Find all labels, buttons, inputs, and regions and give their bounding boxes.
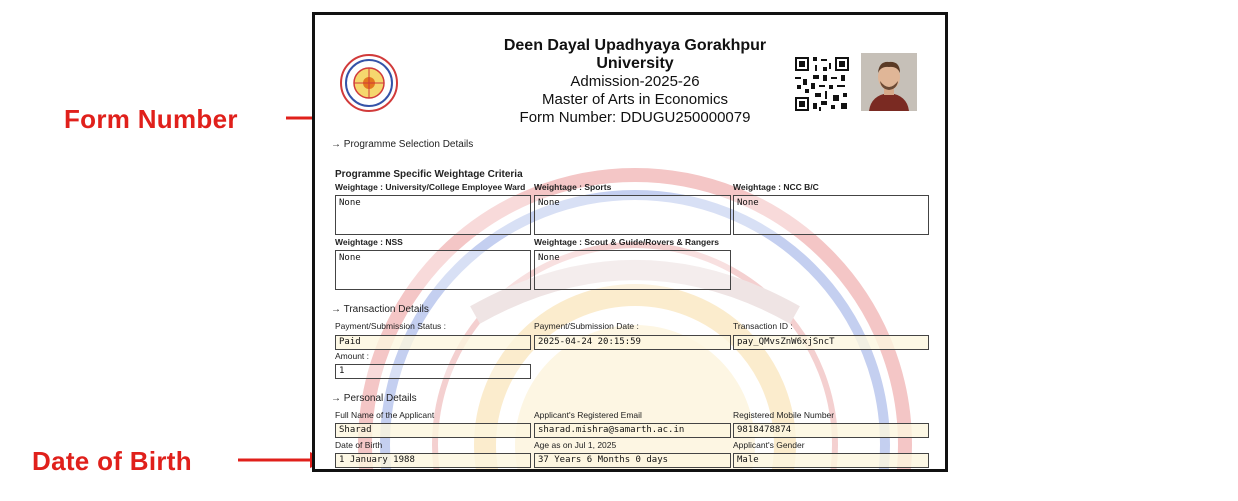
weightage-criteria-title: Programme Specific Weightage Criteria [335,169,523,180]
age-label: Age as on Jul 1, 2025 [534,440,617,450]
form-number-callout: Form Number [64,104,238,134]
weightage-employee-ward-label: Weightage : University/College Employee Ward [335,182,526,192]
applicant-photo [861,53,917,111]
admission-form-document [312,12,948,472]
applicant-name-label: Full Name of the Applicant [335,410,435,420]
qr-code-icon [793,55,851,113]
payment-date-label: Payment/Submission Date : [534,321,639,331]
applicant-name-value: Sharad [335,423,531,438]
transaction-id-label: Transaction ID : [733,321,793,331]
date-of-birth-value: 1 January 1988 [335,453,531,468]
transaction-id-value: pay_QMvsZnW6xjSncT [733,335,929,350]
programme-name: Master of Arts in Economics [542,91,728,108]
form-number: Form Number: DDUGU250000079 [519,109,751,126]
weightage-scout-guide-value: None [534,250,731,290]
age-value: 37 Years 6 Months 0 days [534,453,731,468]
payment-date-value: 2025-04-24 20:15:59 [534,335,731,350]
date-of-birth-callout: Date of Birth [32,446,192,476]
weightage-scout-guide-label: Weightage : Scout & Guide/Rovers & Rangers [534,237,719,247]
weightage-ncc-label: Weightage : NCC B/C [733,182,819,192]
gender-label: Applicant's Gender [733,440,805,450]
weightage-ncc-value: None [733,195,929,235]
applicant-mobile-value: 9818478874 [733,423,929,438]
weightage-nss-label: Weightage : NSS [335,237,403,247]
amount-label: Amount : [335,351,370,361]
applicant-email-label: Applicant's Registered Email [534,410,642,420]
date-of-birth-label: Date of Birth [335,440,383,450]
weightage-nss-value: None [335,250,531,290]
transaction-heading: → Transaction Details [331,304,429,315]
personal-details-heading: → Personal Details [331,393,417,404]
payment-status-label: Payment/Submission Status : [335,321,447,331]
weightage-sports-value: None [534,195,731,235]
weightage-employee-ward-value: None [335,195,531,235]
programme-selection-heading: → Programme Selection Details [331,139,474,150]
applicant-mobile-label: Registered Mobile Number [733,410,835,420]
applicant-email-value: sharad.mishra@samarth.ac.in [534,423,731,438]
university-name-line1: Deen Dayal Upadhyaya Gorakhpur [503,37,767,54]
university-name-line2: University [596,55,674,72]
university-seal-icon [339,53,399,113]
payment-status-value: Paid [335,335,531,350]
form-header [465,37,805,127]
amount-value: 1 [335,364,531,379]
admission-year: Admission-2025-26 [570,73,700,90]
weightage-sports-label: Weightage : Sports [534,182,612,192]
gender-value: Male [733,453,929,468]
